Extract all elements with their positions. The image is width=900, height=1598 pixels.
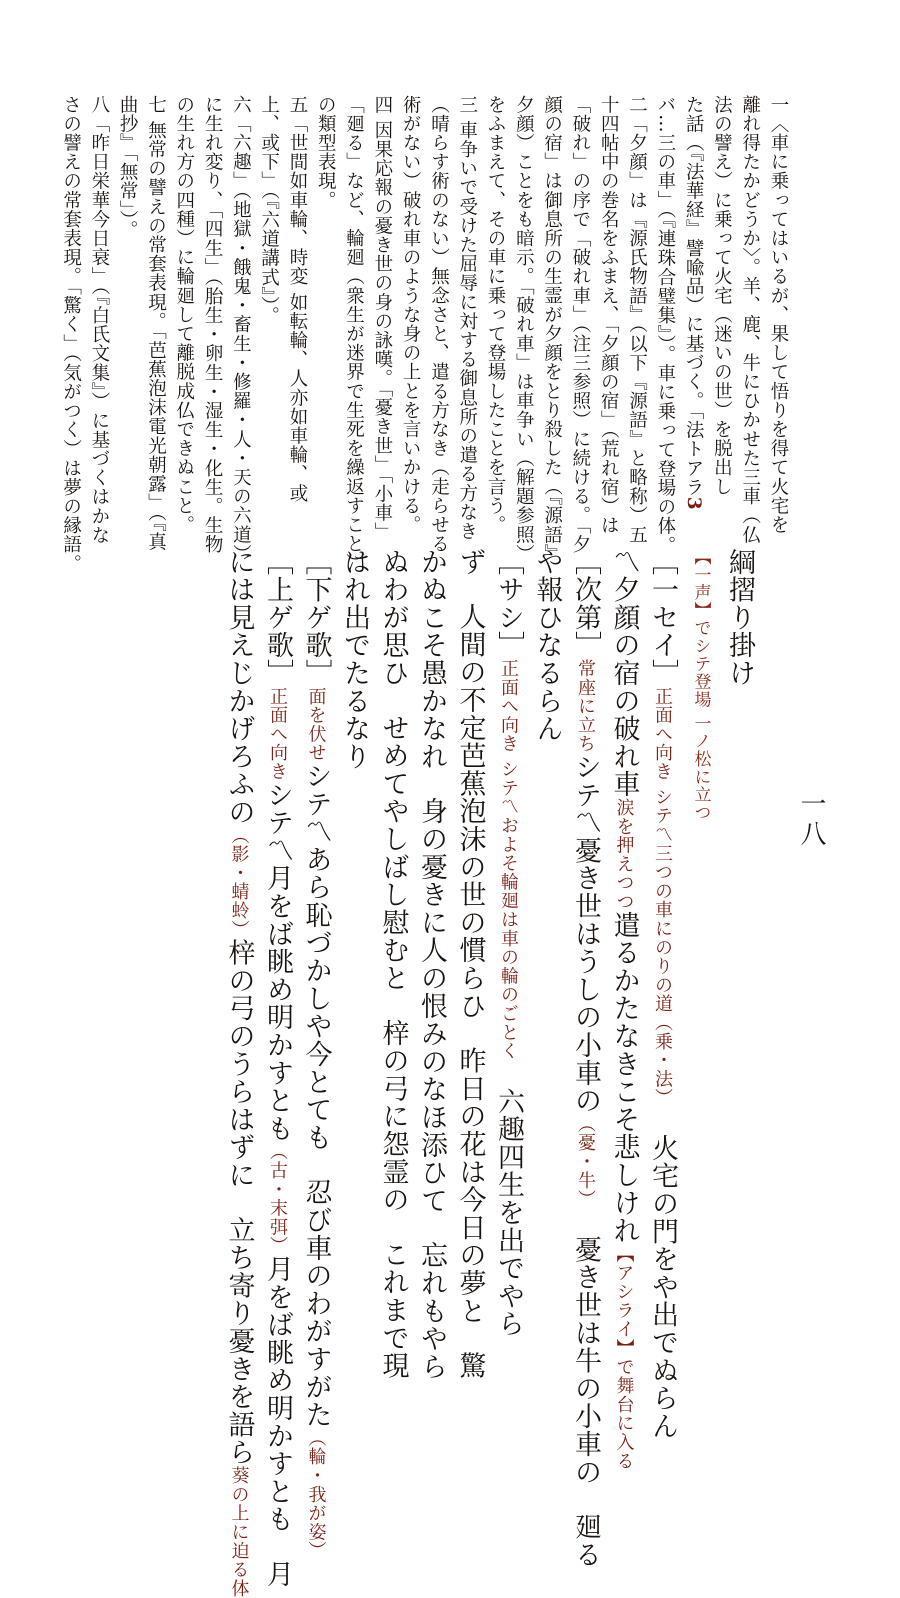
text-line [219,548,258,1598]
verse: 人間の不定芭蕉泡沫の世の慣らひ [454,602,486,1020]
stage-direction: 【アシライ】で舞台に入る [613,1244,635,1471]
text-line: や報ひなるらん [531,548,563,743]
note-line: バ…三の車」（『連珠合璧集』）。車に乗って登場の体。 [654,95,676,555]
gloss: （輪・我が姿） [305,1428,327,1561]
verse: 月 [262,1560,293,1589]
stage-direction: 正面へ向き シテ〽およそ輪廻は車の輪のごとく [498,659,519,1061]
verse: 忍び車のわがすがた [300,1178,332,1429]
note-line: 法の譬え）に乗って火宅（迷いの世）を脱出し [711,95,733,497]
note-line: をふまえて、その車に乗って登場したことを言う。 [485,95,507,535]
note-line: 曲抄』「無常」）。 [117,95,139,240]
verse: かぬこそ愚かなれ [416,548,447,771]
page-number: 一八 [796,790,826,850]
stage-direction: 正面へ向き [267,687,288,781]
note-line: さの譬えの常套表現。「驚く」（気がつく）は夢の縁語。 [60,95,82,574]
note-line [679,95,707,515]
verse: 梓の弓のうらはずに [223,938,255,1190]
verse: シテ〽月をば眺め明かすとも [262,781,293,1143]
stage-direction: でシテ登場 一ノ松に立つ [690,619,711,822]
note-line: 「廻る」など、輪廻（衆生が迷界で生死を繰返すこと） [343,95,365,573]
verse: 憂き世は牛の小車の [570,1235,601,1486]
verse: 廻る [570,1512,601,1569]
section-label: ［下ゲ歌］ [300,548,332,687]
note-line: 一〈車に乗ってはいるが、果して悟りを得て火宅を [768,95,789,535]
verse: 月をば眺め明かすとも [262,1255,293,1534]
stage-cue-issei: 【一声】 [690,548,711,620]
gloss: （古・末弭） [267,1142,288,1256]
stage-direction: 正面へ向き シテ〽三つの車にのりの道 [652,687,673,1014]
note-text: た話（『法華経』譬喩品）に基づく。「法トアラ [683,95,705,497]
section-label: ［上ゲ歌］ [262,548,293,687]
footnotes [60,95,792,574]
verse: ず [454,548,486,576]
note-line: 八「昨日栄華今日衰」（『白氏文集』）に基づくはかな [88,95,110,545]
verse: 立ち寄り憂きを語ら [223,1216,255,1467]
verse: 梓の弓に怨霊の [377,1019,409,1214]
verse: 昨日の花は今日の夢と [454,1046,486,1325]
text-line [681,548,720,1228]
note-line: 三 車争いで受けた屈辱に対する御息所の遣る方なき [456,95,478,541]
section-label: ［次第］ [570,548,601,660]
stage-direction: 葵の上に迫る体 [228,1466,250,1598]
main-text [128,548,758,1598]
gloss: （憂・牛） [575,1114,596,1209]
text-line: はれ出でたるなり [339,548,370,771]
gloss: （影・蜻蛉） [228,826,250,939]
verse: には見えじかげろふの [223,548,255,826]
note-line: 四 因果応報の憂き世の身の詠嘆。「憂き世」「小車」 [371,95,393,542]
text-line [296,548,335,1561]
note-line: 「破れ」の序で「破れ車」（注三参照）に続ける。「夕 [569,95,591,554]
text-line [643,548,682,1440]
note-line: 六「六趣」（地獄・餓鬼・畜生・修羅・人・天の六道） [230,95,252,564]
note-line: の類型表現。 [315,95,337,210]
text-line [604,548,643,1471]
text-line [450,548,489,1380]
note-line: 五「世間如車輪、時変 如転輪、人亦如車輪、或 [286,95,308,503]
verse: 遣るかたなきこそ悲しけれ [608,911,640,1245]
verse: 忘れもやら [416,1241,447,1381]
note-line: （晴らす術のない）無念さと、遣る方なき（走らせる [428,95,450,554]
text-line: 綱摺り掛け [724,548,755,687]
verse: ぬわが思ひ [377,548,409,687]
verse: 驚 [454,1351,486,1380]
stage-direction: 涙を押えつつ [613,798,635,912]
verse: 身の憂きに人の恨みのなほ添ひて [416,797,447,1215]
verse: シテ〽あら恥づかしや今とても [300,762,332,1152]
note-line: 術がない）破れ車のような身の上とを言いかける。 [400,95,422,535]
section-label: ［一セイ］ [647,548,678,687]
verse: せめてやしばし慰むと [377,714,409,992]
verse: 〽夕顔の宿の破れ車 [608,548,640,799]
verse: シテ〽憂き世はうしの小車の [570,753,601,1115]
note-line: 離れ得たかどうか〉。羊、鹿、牛にひかせた三車（仏 [739,95,761,545]
verse: 六趣四生を出でやら [493,1087,524,1338]
section-label: ［サシ］ [493,548,524,660]
text-line [489,548,528,1338]
stage-direction: 常座に立ち [575,659,596,754]
note-line: 顔の宿」は御息所の生霊が夕顔をとり殺した（『源語』 [541,95,563,564]
note-line: 上、或下」（『六道講式』）。 [258,95,280,326]
text-line [566,548,605,1569]
note-line: 十四帖中の巻名をふまえ、「夕顔の宿」（荒れ宿）は [598,95,620,535]
verse: これまで現 [377,1240,409,1380]
note-line: 七 無常の譬えの常套表現。「芭蕉泡沫電光朝露」（『真 [145,95,167,552]
note-line: の生れ方の四種）に輪廻して離脱成仏できぬこと。 [173,95,195,535]
note-line: 二「夕顔」は『源氏物語』（以下『源語』と略称）五 [626,95,648,545]
note-line: に生れ変り、「四生」（胎生・卵生・湿生・化生。生物 [202,95,224,554]
verse: 火宅の門をや出でぬらん [647,1134,678,1440]
text-line [373,548,412,1380]
stage-direction: 面を伏せ [305,687,327,763]
note-line: 夕顔）ことをも暗示。「破れ車」は車争い（解題参照） [513,95,535,564]
gloss: （乗・法） [652,1013,673,1108]
text-line [412,548,451,1381]
marker-number: 3 [683,496,705,511]
text-line [258,548,297,1589]
